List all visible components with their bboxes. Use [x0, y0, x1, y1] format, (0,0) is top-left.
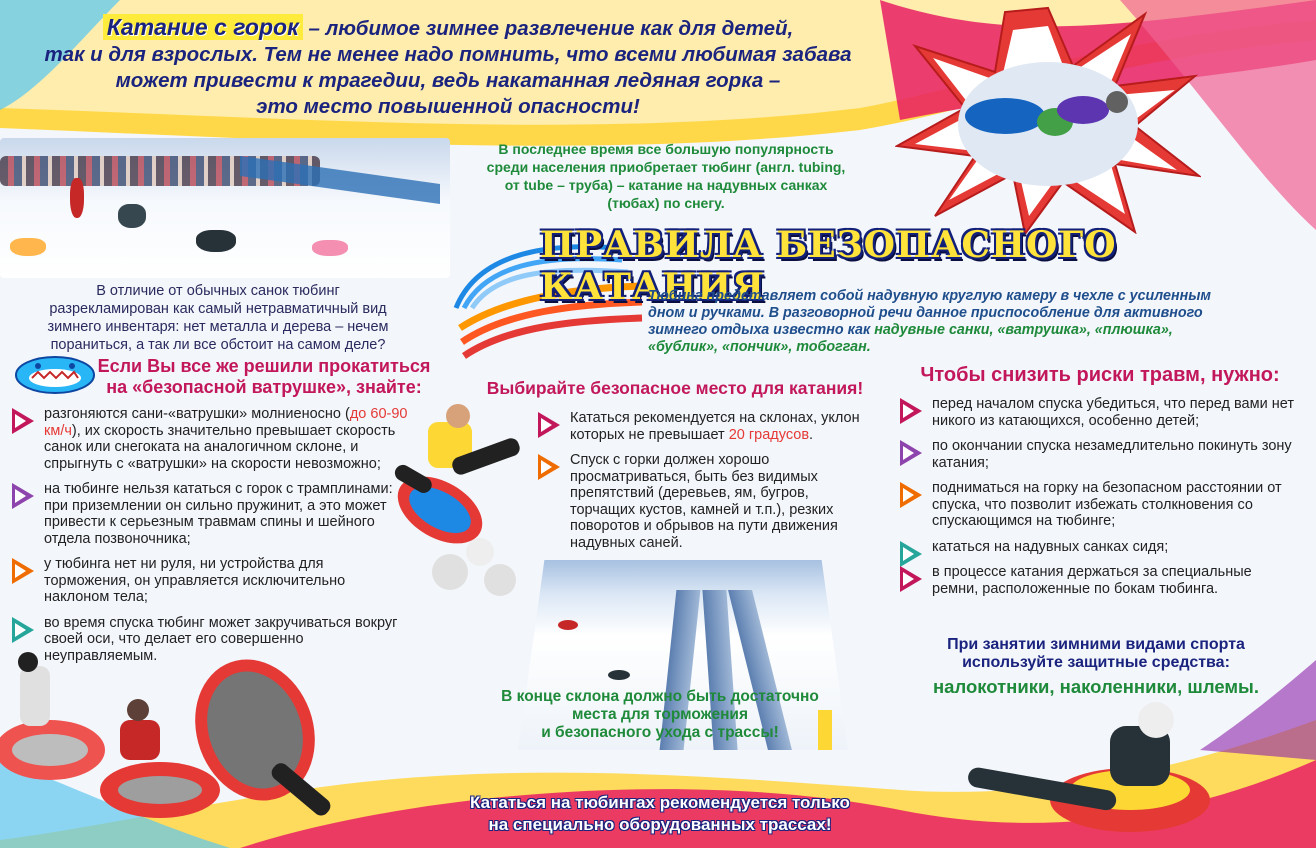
girl-tubing-photo [960, 690, 1210, 840]
photo-person [196, 230, 236, 252]
tubing-description-line: Тюбинг представляет собой надувную круглую камеру в чехле с усиленным [648, 288, 1212, 304]
header-line1: – любимое зимнее развлечение как для детей, [302, 17, 794, 40]
list-item-text: по окончании спуска незамедлительно покинуть зону катания; [932, 438, 1292, 471]
list-item [538, 452, 870, 551]
list-item-text: подниматься на горку на безопасном расстоянии от спуска, что позволит избежать столкновения со спускающимся на тюбинге; [932, 480, 1282, 529]
list-item [900, 539, 1300, 556]
protection-note [896, 636, 1296, 672]
triangle-bullet-icon [538, 454, 560, 480]
tuber-jump-photo [380, 402, 530, 602]
safe-place-list [538, 410, 870, 560]
list-item-text: на тюбинге нельзя кататься с горок с трамплинами: при приземлении он сильно пружинит, а это может привести к серьезным травмам спины и шейного отдела позвоночника; [44, 481, 393, 547]
triangle-bullet-icon [900, 482, 922, 508]
list-item-text: во время спуска тюбинг может закручиваться вокруг своей оси, что делает его совершенно неуправляемым. [44, 614, 398, 664]
list-item-highlight: 20 градусов [728, 426, 810, 443]
tubing-intro-line: от tube – труба) – катание на надувных санках [504, 177, 828, 193]
triangle-bullet-icon [12, 408, 34, 434]
triangle-bullet-icon [12, 558, 34, 584]
header-line2: так и для взрослых. Тем не менее надо помнить, что всеми любимая забава [44, 43, 852, 66]
mid-section-title: Выбирайте безопасное место для катания! [486, 378, 864, 398]
list-item [12, 406, 412, 472]
tubing-intro-line: (тюбах) по снегу. [607, 195, 725, 211]
tubing-names: надувные санки, «ватрушка», «плюшка», [874, 322, 1173, 338]
intro-left-text [8, 282, 428, 354]
list-item-highlight: до 60-90 км/ч [44, 406, 408, 439]
intro-left-line: В отличие от обычных санок тюбинг [96, 283, 340, 299]
list-item [900, 438, 1300, 471]
list-item-text: Спуск с горки должен хорошо просматриваться, быть без видимых препятствий (деревьев, ям, бугров, торчащих кустов, камней и т.п.), резких поворотов и обрывов на пути движения надувных саней. [570, 452, 838, 551]
intro-left-line: разрекламирован как самый нетравматичный вид [49, 301, 387, 317]
list-item [900, 396, 1300, 429]
slope-tuber [608, 670, 630, 680]
photo-person [70, 178, 84, 218]
list-item-text: кататься на надувных санках сидя; [932, 538, 1169, 555]
tubing-description-line: дном и ручками. В разговорной речи данное приспособление для активного [648, 305, 1203, 321]
slope-tuber [558, 620, 578, 630]
starburst-photo [895, 6, 1201, 234]
bottom-banner-line: Кататься на тюбингах рекомендуется только [470, 793, 850, 812]
list-item-text: ), их скорость значительно превышает скорость санок или снегоката на аналогичном склоне, и спрыгнуть с «ватрушки» на скорости невозможно; [44, 422, 396, 472]
left-section-title-line: Если Вы все же решили прокатиться [97, 356, 431, 376]
list-item-text: у тюбинга нет ни руля, ни устройства для торможения, он управляется исключительно наклоном тела; [44, 556, 346, 605]
photo-tube [312, 240, 348, 256]
list-item [12, 481, 412, 547]
header-highlight: Катание с горок [103, 14, 303, 40]
triangle-bullet-icon [12, 617, 34, 643]
left-section-title-line: на «безопасной ватрушке», знайте: [106, 377, 422, 397]
main-title: ПРАВИЛА БЕЗОПАСНОГО КАТАНИЯ [540, 224, 1117, 308]
bottom-banner [420, 792, 900, 836]
tubing-intro-line: В последнее время все большую популярность [498, 141, 834, 157]
list-item [900, 564, 1300, 597]
header-line4: это место повышенной опасности! [256, 95, 640, 118]
triangle-bullet-icon [538, 412, 560, 438]
list-item-text: разгоняются сани-«ватрушки» молниеносно ( [44, 406, 350, 422]
list-item [12, 556, 412, 606]
braking-zone-line: В конце склона должно быть достаточно [501, 688, 819, 705]
protection-note-line: При занятии зимними видами спорта [947, 636, 1245, 653]
triangle-bullet-icon [900, 440, 922, 466]
crowd-tubing-photo [0, 138, 450, 278]
kids-tubing-photo [0, 650, 370, 840]
intro-left-line: пораниться, а так ли все обстоит на самом деле? [50, 337, 386, 353]
tubing-description-line: зимнего отдыха известно как [648, 322, 875, 338]
triangle-bullet-icon [900, 541, 922, 567]
photo-fence [240, 156, 440, 204]
photo-tube [10, 238, 46, 256]
triangle-bullet-icon [900, 566, 922, 592]
bottom-banner-line: на специально оборудованных трассах! [488, 815, 832, 834]
triangle-bullet-icon [12, 483, 34, 509]
list-item [538, 410, 870, 443]
tubing-names-continued: «бублик», «пончик», тобогган. [648, 339, 871, 355]
tubing-intro-line: среди населения приобретает тюбинг (англ. tubing, [486, 159, 846, 175]
triangle-bullet-icon [900, 398, 922, 424]
tubing-description [648, 288, 1308, 356]
left-section-title [94, 356, 434, 398]
header-intro [28, 14, 868, 120]
right-section-title: Чтобы снизить риски травм, нужно: [920, 364, 1280, 386]
braking-zone-line: и безопасного ухода с трассы! [541, 724, 779, 741]
list-item-text: Кататься рекомендуется на склонах, уклон которых не превышает [570, 410, 860, 443]
header-line3: может привести к трагедии, ведь накатанная ледяная горка – [115, 69, 781, 92]
shark-tube-icon [14, 354, 96, 396]
list-item-text: в процессе катания держаться за специальные ремни, расположенные по бокам тюбинга. [932, 564, 1252, 597]
braking-zone-line: места для торможения [571, 706, 749, 723]
protective-gear-list: налокотники, наколенники, шлемы. [933, 676, 1259, 697]
list-item [900, 480, 1300, 530]
photo-person [118, 204, 146, 228]
list-item-text: перед началом спуска убедиться, что перед вами нет никого из катающихся, особенно детей; [932, 396, 1294, 429]
protection-note-line: используйте защитные средства: [962, 654, 1230, 671]
braking-zone-note [440, 688, 880, 742]
risk-reduction-list [900, 396, 1300, 606]
intro-left-line: зимнего инвентаря: нет металла и дерева – нечем [47, 319, 389, 335]
list-item-text: . [809, 426, 814, 443]
tubing-intro [446, 140, 886, 212]
left-warning-list [12, 406, 412, 673]
